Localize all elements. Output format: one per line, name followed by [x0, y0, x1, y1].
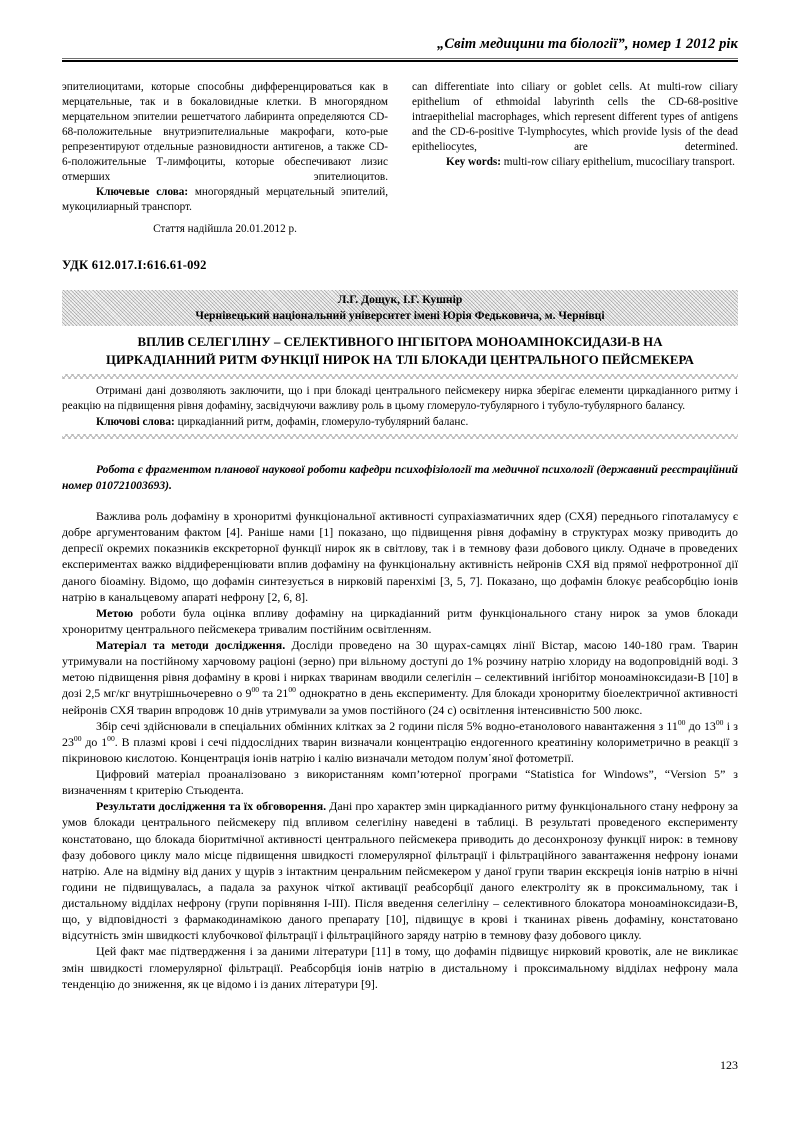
time-superscript-4: 00: [715, 717, 724, 727]
author-affiliation-band: [62, 290, 738, 326]
body-paragraph-2: [62, 605, 738, 637]
left-keywords-label: Ключевые слова:: [96, 186, 189, 198]
submission-date: Стаття надійшла 20.01.2012 р.: [153, 223, 297, 235]
abstract-block: [62, 374, 738, 439]
abstract-keywords-text: циркадіанний ритм, дофамін, гломеруло-тубулярний баланс.: [177, 415, 469, 428]
aim-text: роботи була оцінка впливу дофаміну на циркадіанний ритм функціонального стану нирок за умов блокади хроноритму центрального пейсмекера тривалим постійним освітленням.: [62, 605, 738, 636]
urine-text-c: і з 23: [62, 718, 738, 749]
urine-text-e: . В плазмі крові і сечі піддослідних тварин визначали концентрацію ендогенного креатиніну колориметрично в реакції з пікриновою кислотою. Концентрація іонів натрію і калію визначали методом полум᾽яної фотометрії.: [62, 734, 738, 765]
time-superscript-1: 00: [251, 685, 260, 695]
top-two-column-block: [62, 80, 738, 237]
methods-lead-in: Матеріал та методи дослідження.: [96, 638, 286, 652]
urine-text-d: до 1: [81, 734, 108, 749]
aim-lead-in: Метою: [96, 605, 134, 620]
methods-text-c: однократно в день експерименту. Для блокади хроноритму біоелектричної активності нейронів СХЯ тварин впродовж 10 днів утримували за умов постійного (24 с) освітлення інтенсивністю 500 люкс.: [62, 686, 738, 717]
right-column: [412, 80, 738, 237]
abstract-keywords-label: Ключові слова:: [96, 415, 175, 428]
time-superscript-5: 00: [73, 733, 82, 743]
body-paragraph-5: Цифровий матеріал проаналізовано з використанням комп’ютерної програми “Statistica for Windows”, “Version 5” з визначенням t критерію Стьюдента.: [62, 767, 738, 798]
page-number: 123: [720, 1058, 738, 1072]
abstract-keywords: [62, 415, 738, 430]
article-title-line-2: ЦИРКАДІАННИЙ РИТМ ФУНКЦІЇ НИРОК НА ТЛІ БЛОКАДИ ЦЕНТРАЛЬНОГО ПЕЙСМЕКЕРА: [106, 352, 694, 367]
zigzag-rule-bottom: [62, 434, 738, 439]
article-body: [62, 508, 738, 992]
body-paragraph-3: [62, 637, 738, 718]
header-rule-thick: [62, 60, 738, 62]
left-column-keywords: [62, 185, 388, 215]
body-paragraph-4: [62, 718, 738, 766]
right-keywords-label: Key words:: [446, 156, 501, 168]
results-lead-in: Результати дослідження та їх обговорення.: [96, 799, 327, 814]
running-head: „Світ медицини та біології”, номер 1 2012 рік: [437, 36, 738, 52]
body-paragraph-7: Цей факт має підтвердження і за даними літератури [11] в тому, що дофамін підвищує нирковий кровотік, але не викликає змін швидкості гломерулярної фільтрації. Реабсорбція іонів натрію в дистальному і проксимальному відділах нефрону мала тенденцію до зниження, як це відомо і із даних літератури [9].: [62, 944, 738, 991]
left-column: [62, 80, 388, 237]
right-column-paragraph: can differentiate into ciliary or goblet cells. At multi-row ciliary epithelium of ethmoidal labyrinth cells the CD-68-positive intraepithelial macrophages, which represent different types of antigens and the CD-6-positive T-lymphocytes, which provide lysis of the dead epitheliocytes, are determined.: [412, 81, 738, 153]
left-column-paragraph: эпителиоцитами, которые способны дифференцироваться как в мерцательные, так и в бокаловидные клетки. В многорядном мерцательном эпителии решетчатого лабиринта определяются CD-68-положительные внутриэпителиальные макрофаги, кото-рые репрезентируют отдельные разновидности антигенов, а также CD-6-положительные Т-лимфоциты, которые обеспечивают лизис отмерших эпителиоцитов.: [62, 81, 388, 183]
methods-text-a: Досліди проведено на 30 щурах-самцях лінії Вістар, масою 140-180 грам. Тварин утримували на постійному харчовому раціоні (зерно) при вільному доступі до 1% розчину натрію хлориду на водопровідній воді. З метою підвищення рівня дофаміну в крові і нирках тваринам вводили селегілін – селективний інгібітор моноаміноксидази-В [10] в дозі 2,5 мг/кг внутрішньочеревно о 9: [62, 638, 738, 701]
results-text: Дані про характер змін циркадіанного ритму функціонального стану нефрону за умов блокади центрального пейсмекеру під впливом селегіліну наведені в таблиці. В результаті проведеного експерименту констатовано, що блокада біоритмічної активності центрального пейсмекера приводить до десонхронозу функції нирок: в темнову фазу добового циклу мало місце підвищення швидкості гломерулярної фільтрації і фільтраційного завантаження нефрону іонами натрію. Але на відміну від даних у щурів з інтактним ценральним пейсмекером у даної групи тварин екскреція іонів натрію в нічні години не підвищувалась, а падала за рахунок чіткої активації реабсорбції даного електроліту як в проксимальному, так і дистальному відділах нефрону (групи порівняння I-III). Після введення селегіліну – селективного блокатора моноаміноксидази-В, що, у відповідності з фармакодинамікою даного препарату [10], підвищує в крові і тканинах рівень дофаміну, констатовано відсутність змін швидкості клубочкової фільтрації і фільтраційного заряду натрію в темнову фазу добового циклу.: [62, 799, 738, 943]
abstract-text: Отримані дані дозволяють заключити, що і при блокаді центрального пейсмекеру нирка зберігає елементи циркадіанного ритму і реакцію на підвищення рівня дофаміну, засвідчуючи важливу роль в цьому гломеруло-тубулярного і тубуло-тубулярного балансу.: [62, 385, 738, 413]
urine-text-a: Збір сечі здійснювали в спеціальних обмінних клітках за 2 години після 5% водно-етанолового навантаження з 11: [96, 718, 678, 733]
time-superscript-3: 00: [677, 717, 686, 727]
body-paragraph-1: Важлива роль дофаміну в хроноритмі функціональної активності супрахіазматичних ядер (СХЯ) переднього гіпоталамусу є добре аргументованим фактом [4]. Раніше нами [1] показано, що підвищення рівня дофаміну в структурах мозку приводить до депресії окремих показників екскреторної функції нирок як в світлову, так і в темнову фази добового циклу. Одначе в проведених експериментах важко віддиференціювати вплив дофаміну на функціональну активність нейронів СХЯ від прямої нефротронної дії даного біоаміну. Відомо, що дофамін синтезується в нирковій паренхімі [3, 5, 7]. Показано, що дофамін блокує реабсорбцію іонів натрію в канальцевому апараті нефрону [2, 6, 8].: [62, 509, 738, 604]
header-rule: [62, 58, 738, 62]
article-title: [62, 334, 738, 369]
right-keywords-text: multi-row ciliary epithelium, mucociliary transport.: [503, 156, 735, 168]
body-paragraph-6: [62, 798, 738, 943]
author-names: Л.Г. Дощук, І.Г. Кушнір: [337, 292, 463, 306]
affiliation: Чернівецький національний університет імені Юрія Федьковича, м. Чернівці: [195, 309, 605, 322]
right-column-keywords: [412, 155, 738, 170]
time-superscript-6: 00: [107, 733, 115, 743]
methods-text-b: та 21: [259, 686, 289, 701]
urine-text-b: до 13: [685, 718, 716, 733]
abstract-body: [62, 379, 738, 434]
left-keywords-text: многорядный мерцательный эпителий, мукоцилиарный транспорт.: [62, 186, 388, 213]
time-superscript-2: 00: [288, 685, 296, 695]
funding-note: Робота є фрагментом планової наукової роботи кафедри психофізіології та медичної психології (державний реєстраційний номер 010721003693).: [62, 463, 738, 493]
article-title-line-1: ВПЛИВ СЕЛЕГІЛІНУ – СЕЛЕКТИВНОГО ІНГІБІТОРА МОНОАМІНОКСИДАЗИ-В НА: [137, 335, 663, 349]
udc-code: УДК 612.017.I:616.61-092: [62, 258, 207, 272]
